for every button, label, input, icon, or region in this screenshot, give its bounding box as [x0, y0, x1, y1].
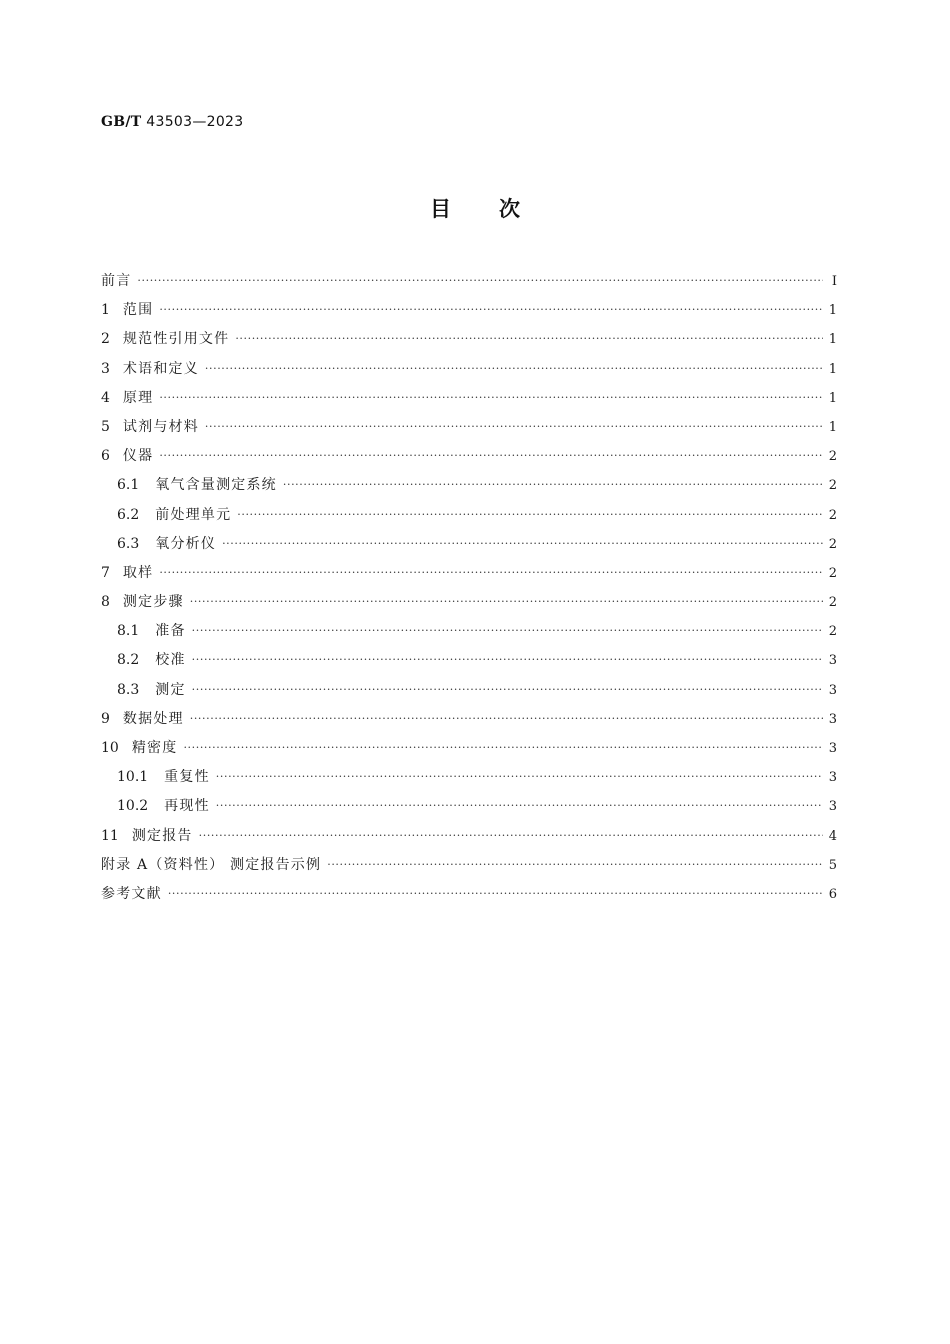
toc-entry[interactable] [101, 737, 837, 766]
toc-entry[interactable] [101, 854, 837, 883]
toc-entry-page: 3 [828, 770, 837, 786]
toc-entry-number: 7 [101, 564, 110, 581]
toc-entry-label: 精密度 [131, 740, 178, 756]
toc-entry[interactable] [101, 620, 837, 649]
toc-dot-leader [190, 712, 823, 725]
toc-dot-leader [327, 858, 823, 871]
toc-entry-label: 氧气含量测定系统 [155, 477, 277, 494]
toc-entry-page: 2 [828, 507, 837, 523]
toc-dot-leader [216, 799, 823, 812]
toc-entry-number: 10.2 [117, 798, 149, 815]
toc-entry-label: 术语和定义 [122, 360, 199, 377]
toc-entry-page: 1 [828, 390, 837, 406]
toc-entry-page: 3 [828, 653, 837, 669]
table-of-contents [101, 270, 837, 912]
toc-dot-leader [159, 566, 823, 579]
toc-entry-label: 规范性引用文件 [122, 331, 230, 348]
toc-entry[interactable] [101, 825, 837, 854]
toc-entry-label: 测定 [155, 681, 186, 698]
toc-entry-page: 2 [828, 624, 837, 640]
toc-dot-leader [137, 274, 823, 287]
toc-entry-page: 2 [828, 536, 837, 552]
toc-entry-label: 测定步骤 [122, 594, 184, 611]
toc-dot-leader [190, 595, 823, 608]
toc-dot-leader [216, 770, 823, 783]
toc-dot-leader [159, 391, 823, 404]
toc-entry-label: 前处理单元 [155, 506, 232, 523]
standard-prefix: GB/T [101, 114, 142, 130]
toc-entry-label: 试剂与材料 [122, 418, 199, 435]
toc-entry-page: 5 [828, 857, 837, 873]
toc-dot-leader [222, 537, 823, 550]
toc-entry-number: 10 [101, 740, 119, 756]
toc-entry-label: 附录 A（资料性） 测定报告示例 [101, 856, 322, 873]
toc-entry[interactable] [101, 591, 837, 620]
toc-entry-label: 数据处理 [122, 710, 184, 727]
toc-entry[interactable] [101, 533, 837, 562]
toc-entry-page: 3 [828, 741, 837, 756]
toc-entry[interactable] [101, 795, 837, 824]
toc-entry-label: 参考文献 [101, 885, 162, 902]
toc-dot-leader [192, 624, 823, 637]
toc-entry-page: 2 [828, 595, 837, 611]
toc-entry[interactable] [101, 679, 837, 708]
toc-entry[interactable] [101, 766, 837, 795]
toc-entry-page: 1 [828, 361, 837, 377]
toc-entry[interactable] [101, 883, 837, 912]
toc-entry-number: 5 [101, 418, 110, 435]
toc-entry[interactable] [101, 562, 837, 591]
toc-entry-number: 4 [101, 389, 110, 406]
toc-entry-number: 6.3 [117, 535, 140, 552]
toc-entry[interactable] [101, 387, 837, 416]
toc-entry-page: I [831, 274, 837, 289]
toc-entry-label: 准备 [155, 623, 186, 640]
toc-dot-leader [159, 303, 823, 316]
toc-entry-page: 1 [828, 332, 837, 348]
toc-entry[interactable] [101, 328, 837, 357]
toc-dot-leader [235, 332, 823, 345]
toc-entry-number: 3 [101, 360, 110, 377]
toc-dot-leader [283, 478, 823, 491]
toc-entry-label: 范围 [122, 302, 154, 319]
toc-entry-page: 2 [828, 478, 837, 494]
toc-entry-number: 11 [101, 827, 119, 844]
toc-entry[interactable] [101, 504, 837, 533]
toc-entry-page: 3 [828, 711, 837, 727]
toc-entry[interactable] [101, 358, 837, 387]
toc-entry-number: 8.3 [117, 681, 140, 698]
toc-entry[interactable] [101, 708, 837, 737]
toc-entry-number: 2 [101, 331, 110, 348]
toc-entry-number: 6.2 [117, 506, 140, 523]
toc-entry-number: 8.2 [117, 652, 140, 669]
page-title: 目次 [430, 197, 568, 221]
toc-entry-page: 1 [828, 303, 837, 319]
toc-dot-leader [205, 362, 823, 375]
toc-entry-number: 10.1 [117, 769, 149, 786]
toc-entry[interactable] [101, 270, 837, 299]
toc-dot-leader [159, 449, 823, 462]
toc-entry[interactable] [101, 649, 837, 678]
toc-dot-leader [205, 420, 823, 433]
toc-entry-label: 测定报告 [131, 827, 193, 844]
toc-entry-number: 9 [101, 710, 110, 727]
toc-dot-leader [192, 653, 823, 666]
toc-entry-number: 8.1 [117, 623, 140, 640]
toc-entry[interactable] [101, 474, 837, 503]
standard-number [101, 114, 243, 130]
toc-entry-label: 氧分析仪 [155, 535, 217, 552]
toc-entry-page: 2 [828, 565, 837, 581]
standard-code: 43503—2023 [146, 114, 244, 130]
toc-entry-number: 8 [101, 594, 110, 611]
toc-entry-label: 前言 [101, 273, 132, 289]
toc-entry-label: 原理 [122, 389, 154, 406]
toc-entry[interactable] [101, 445, 837, 474]
toc-dot-leader [192, 683, 823, 696]
toc-entry-number: 1 [101, 302, 110, 319]
toc-entry-page: 1 [828, 419, 837, 435]
toc-entry-label: 仪器 [122, 448, 154, 465]
toc-entry-number: 6.1 [117, 477, 140, 494]
toc-entry-page: 3 [828, 682, 837, 698]
toc-entry[interactable] [101, 416, 837, 445]
toc-entry-label: 校准 [155, 652, 186, 669]
toc-entry-number: 6 [101, 448, 110, 465]
toc-entry-label: 取样 [122, 564, 154, 581]
toc-dot-leader [168, 887, 823, 900]
toc-dot-leader [237, 508, 823, 521]
toc-dot-leader [199, 829, 823, 842]
toc-entry-page: 3 [828, 799, 837, 815]
toc-entry-page: 4 [828, 828, 837, 844]
toc-entry-page: 2 [828, 449, 837, 465]
toc-entry-page: 6 [828, 886, 837, 902]
toc-dot-leader [183, 741, 823, 754]
toc-entry[interactable] [101, 299, 837, 328]
toc-entry-label: 重复性 [164, 769, 210, 786]
toc-entry-label: 再现性 [164, 798, 210, 815]
